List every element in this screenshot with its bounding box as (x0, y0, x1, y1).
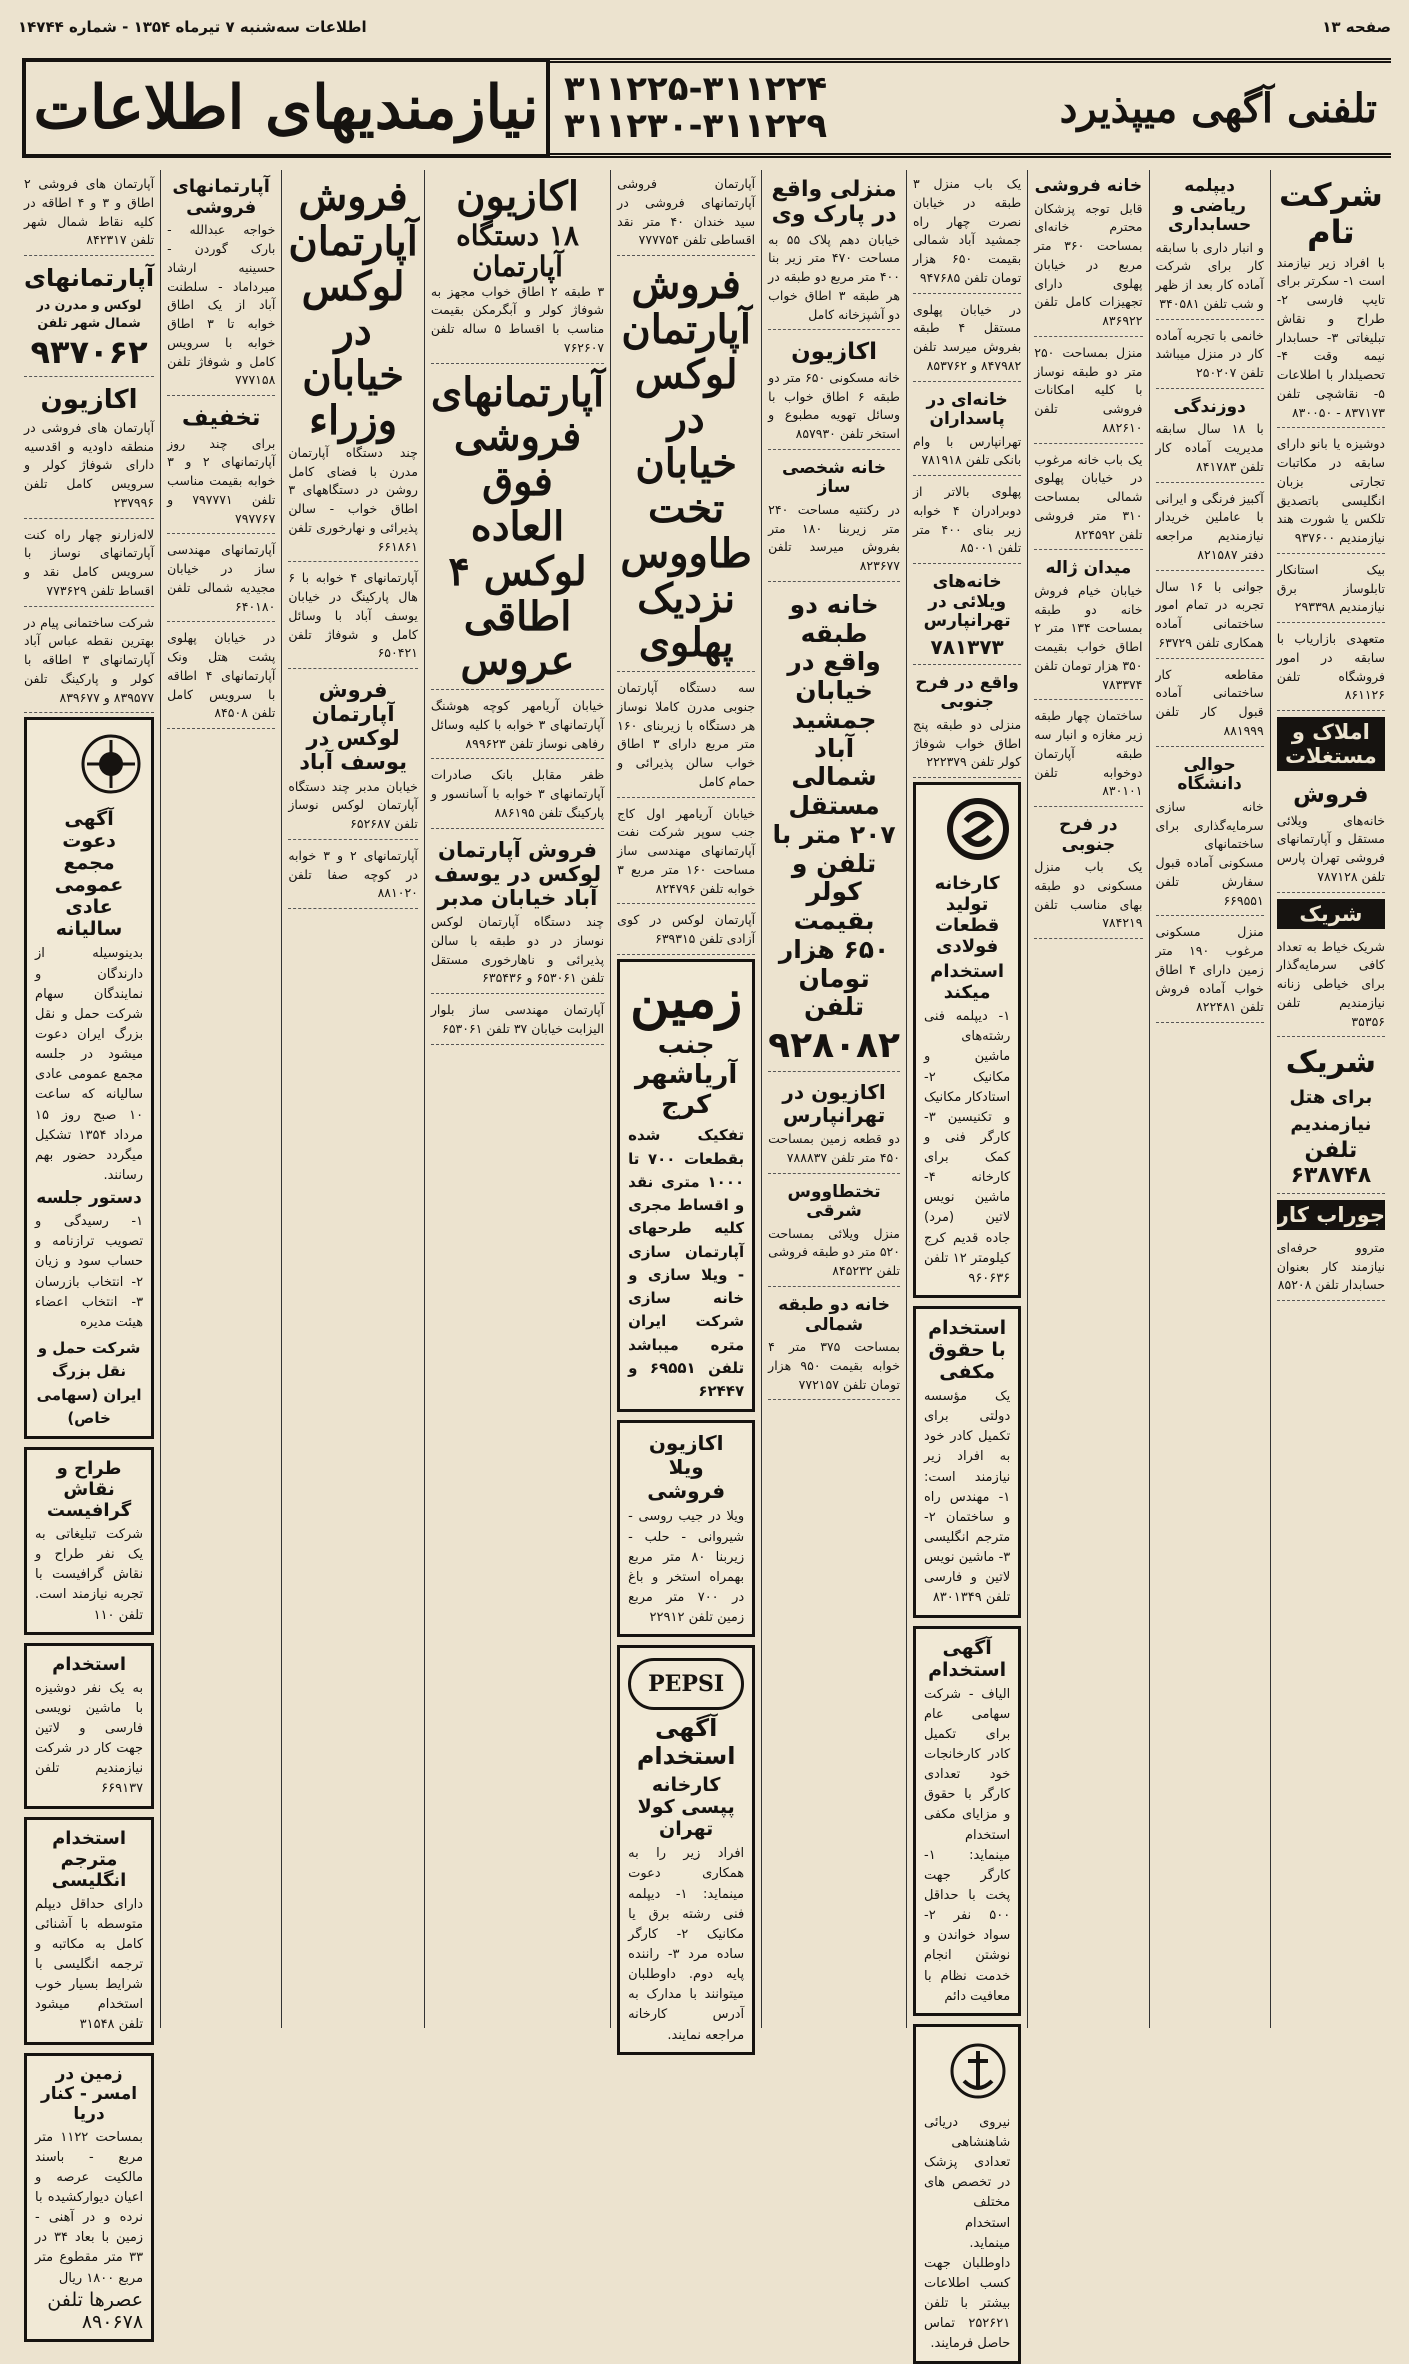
ad-item (1277, 627, 1385, 711)
ad-text: آپارتمانهای ۲ و ۳ خوابه در کوچه صفا تلفن ۸۸۱۰۲۰ (288, 847, 418, 901)
ad-text: شرکت ساختمانی پیام در بهترین نقطه عباس آباد آپارتمانهای ۳ اطاقه با کولر و پارکینگ تلفن ۸۳۹۵۷۷ و ۸۳۹۶۷۷ (24, 614, 155, 705)
ad-title: آگهی استخدام (928, 1636, 1007, 1681)
ad-text: با افراد زیر نیازمند است ۱- سکرتر برای تایپ فارسی ۲- طراح و نقاش تبلیغاتی ۳- حسابدار نیمه وقت ۴- تحصیلدار با اطلاعات ۵- نقاشچی تلفن ۸۳۷۱۷۳ - ۸۳۰۰۵۰ (1276, 254, 1385, 420)
ad-item (768, 334, 900, 449)
ad-text: چند دستگاه آپارتمان لوکس نوساز در دو طبقه با سالن پذیرائی و ناهارخوری مستقل تلفن ۶۵۳۰۶۱ و ۶۳۵۴۳۶ (430, 914, 605, 986)
alyaf-job-ad (913, 1626, 1021, 2016)
ad-item (1277, 432, 1385, 554)
ad-title: خانه فروشی (1034, 176, 1143, 196)
ad-item (24, 260, 154, 377)
ad-title: آپارتمانهای فروشی (172, 176, 270, 218)
ad-title: شرکت تام (1278, 176, 1383, 251)
ad-headline: اکازیون (456, 173, 579, 220)
ad-title: تختطاووس شرقی (787, 1181, 881, 1222)
ad-text: خانه سازی سرمایه‌گذاری برای ساختمانهای مسکونی آماده قبول سفارش تلفن ۶۶۹۵۵۱ (1155, 798, 1264, 908)
ad-text: به یک نفر دوشیزه با ماشین نویسی فارسی و لاتین جهت کار در شرکت نیازمندیم تلفن ۶۶۹۱۳۷ (35, 1680, 144, 1797)
masthead-title: نیازمندیهای اطلاعات (22, 58, 550, 158)
ad-text: شریک خیاط به تعداد کافی سرمایه‌گذار برای خیاطی زنانه نیازمندیم تلفن ۳۵۳۵۶ (1276, 938, 1385, 1029)
ad-text: تهرانپارس با وام بانکی تلفن ۷۸۱۹۱۸ (913, 433, 1022, 468)
ad-text: یک باب خانه مرغوب در خیابان پهلوی شمالی بمساحت ۳۱۰ متر فروشی تلفن ۸۲۴۵۹۲ (1034, 451, 1143, 542)
ad-item (768, 172, 900, 330)
ad-text: در رکنتیه مساحت ۲۴۰ متر زیربنا ۱۸۰ متر بفروش میرسد تلفن ۸۲۳۶۷۷ (768, 501, 900, 574)
ad-text: آکبیز فرنگی و ایرانی با عاملین خریدار نیازمندیم مراجعه دفتر ۸۲۱۵۸۷ (1155, 490, 1264, 562)
ad-item (1277, 172, 1385, 428)
ad-text: قابل توجه پزشکان محترم خانه‌ای بمساحت ۳۶۰ متر مربع در خیابان پهلوی دارای تجهیزات کامل تلفن ۸۳۶۹۲۲ (1034, 200, 1143, 329)
column-1 (1270, 170, 1391, 2028)
translator-job-ad (24, 1817, 154, 2045)
ad-phone: ۷۸۱۳۷۳ (930, 634, 1004, 659)
ad-text: لوکس و مدرن در شمال شهر تلفن (36, 296, 142, 331)
ad-text: ظفر مقابل بانک صادرات آپارتمانهای ۳ خوابه با آسانسور و پارکینگ تلفن ۸۸۶۱۹۵ (430, 767, 605, 820)
company-emblem-icon (79, 732, 143, 796)
ad-item (1034, 341, 1142, 444)
ad-item (913, 386, 1021, 477)
ad-text: یک باب منزل ۳ طبقه در خیابان نصرت چهار راه جمشید آباد شمالی بقیمت ۶۵۰ هزار تومان تلفن ۹۴۷۶۸۵ (913, 176, 1022, 285)
factory-logo-icon (946, 797, 1010, 861)
ad-text: در خیابان پهلوی پشت هتل ونک آپارتمانهای ۴ اطاقه با سرویس کامل تلفن ۸۴۵۰۸ (167, 630, 276, 721)
ad-item (24, 381, 154, 519)
ad-title: میدان ژاله (1045, 558, 1132, 579)
ad-item (24, 611, 154, 714)
ad-item (768, 454, 900, 582)
factory-job-ad (913, 782, 1021, 1298)
ad-item (617, 802, 755, 905)
ad-item (768, 1291, 900, 1400)
ad-text: دو قطعه زمین بمساحت ۴۵۰ متر تلفن ۷۸۸۸۳۷ (768, 1131, 900, 1165)
ad-text: ۱- رسیدگی و تصویب ترازنامه و حساب سود و زیان ۲- انتخاب بازرسان ۳- انتخاب اعضاء هیئت مدیره (35, 1214, 144, 1330)
ad-text: بمساحت ۱۱۲۲ متر مربع - باسند مالکیت عرصه و اعیان دیوارکشیده با نرده و در آهنی - زمین با بعاد ۳۴ در ۳۳ متر مقطوع متر مربع ۱۸۰۰ ریال (35, 2129, 144, 2286)
pepsi-job-ad (617, 1645, 755, 2054)
ad-item (1277, 777, 1385, 892)
ad-item (167, 172, 275, 396)
phone-banner (550, 58, 1391, 158)
ad-item (1156, 920, 1264, 1023)
ad-item (768, 586, 900, 1072)
section-heading: شریک (1277, 899, 1385, 929)
ad-item (1277, 558, 1385, 623)
ad-title: خانه‌های ویلائی در تهرانپارس (923, 572, 1011, 632)
ad-title: فروش آپارتمان لوکس در یوسف آباد خیابان مدبر (433, 837, 602, 910)
ad-title: واقع در فرح جنوبی (915, 672, 1019, 713)
ad-title: آپارتمانهای (24, 264, 155, 292)
ad-subtitle: جنب آریاشهر کرج (635, 1030, 738, 1121)
ad-item (1156, 487, 1264, 571)
ad-text: آپارتمانهای مهندسی ساز در خیابان مجیدیه شمالی تلفن ۶۴۰۱۸۰ (167, 542, 276, 614)
ad-item (1034, 172, 1142, 337)
column-9 (160, 170, 281, 2028)
ad-item (1034, 554, 1142, 700)
ad-phone: تلفن ۶۳۸۷۴۸ (1290, 1137, 1372, 1188)
designer-job-ad (24, 1447, 154, 1635)
phone-line-2: ۳۱۱۲۳۰-۳۱۱۲۲۹ (564, 106, 828, 146)
ad-text: متروو حرفه‌ای نیازمند کار بعنوان حسابدار تلفن ۸۵۲۰۸ (1276, 1239, 1385, 1293)
ad-text: ۳ طبقه ۲ اطاق خواب مجهز به شوفاژ کولر و آبگرمکن بقیمت مناسب با اقساط ۵ ساله تلفن ۷۶۲۶۰۷ (430, 283, 605, 355)
ad-text: آپارتمان های فروشی ۲ اطاق و ۳ و ۴ اطاقه در کلیه نقاط شمال شهر تلفن ۸۴۲۳۱۷ (24, 176, 155, 248)
ad-item (167, 400, 275, 534)
ad-title: حوالی دانشگاه (1177, 754, 1242, 795)
ad-title: خانه‌ای در پاسداران (926, 389, 1008, 430)
ad-item (288, 172, 418, 562)
ad-item (1277, 935, 1385, 1038)
ad-item (1034, 811, 1142, 939)
ad-text: منزل بمساحت ۲۵۰ متر دو طبقه نوساز با کلیه امکانات فروشی تلفن ۸۸۲۶۱۰ (1034, 344, 1143, 435)
ad-title: استخدام با حقوق مکفی (928, 1317, 1007, 1384)
ad-text: خانه مسکونی ۶۵۰ متر دو طبقه ۶ اطاق خواب با وسائل تهویه مطبوع و استخر تلفن ۸۵۷۹۳۰ (768, 369, 900, 442)
ad-item (431, 368, 604, 691)
ad-title: خانه دو طبقه شمالی (778, 1294, 891, 1335)
ad-headline: آپارتمانهای فروشی فوق العاده لوکس ۴ اطاقی عروس (430, 368, 605, 685)
ad-text: مقاطعه کار ساختمانی آماده قبول کار تلفن ۸۸۱۹۹۹ (1155, 666, 1264, 738)
typist-job-ad (24, 1643, 154, 1809)
ad-text: پهلوی بالاتر از دوبرادران ۴ خوابه زیر بنای ۴۰۰ متر تلفن ۸۵۰۰۱ (913, 484, 1022, 556)
ad-title: اکازیون (791, 339, 877, 366)
ad-item (1277, 1041, 1385, 1194)
ad-title: استخدام مترجم انگلیسی (51, 1827, 127, 1891)
ad-item (1156, 751, 1264, 917)
ad-phone: ۹۳۷۰۶۲ (30, 333, 148, 372)
ad-item (617, 172, 755, 256)
ad-text: تفکیک شده بقطعات ۷۰۰ تا ۱۰۰۰ متری نقد و اقساط مجری کلیه طرحهای آپارتمان سازی - ویلا سازی و خانه سازی شرکت ایران متره میباشد تلفن ۶۹۵۵۱ و ۶۲۴۴۷ (628, 1126, 745, 1401)
ad-item (288, 844, 418, 909)
ad-text: آپارتمان لوکس در کوی آزادی تلفن ۶۳۹۳۱۵ (617, 912, 756, 947)
phone-line-1: ۳۱۱۲۲۵-۳۱۱۲۲۴ (564, 68, 828, 109)
column-2 (1149, 170, 1270, 2028)
navy-emblem-icon (946, 2039, 1010, 2103)
ad-item (617, 908, 755, 955)
ad-text: خیابان آریامهر اول کاج جنب سوپر شرکت نفت آپارتمانهای مهندسی ساز مساحت ۱۶۰ متر مربع ۳ خوابه تلفن ۸۲۴۷۹۶ (617, 805, 756, 896)
shareholders-notice (24, 717, 154, 1439)
ad-text: دوشیزه یا بانو دارای سابقه در مکاتبات تجارتی بزبان انگلیسی باتصدیق تلکس یا شورت هند نیازمندیم ۹۳۷۶۰۰ (1276, 436, 1385, 546)
ad-phone: ۹۲۸۰۸۲ (768, 1025, 900, 1067)
ad-item (167, 538, 275, 622)
ad-item (1156, 663, 1264, 747)
villa-ad (617, 1420, 755, 1637)
ad-text: برای چند روز آپارتمانهای ۲ و ۳ خوابه بقیمت مناسب تلفن ۷۹۷۷۷۱ و ۷۹۷۷۶۷ (167, 435, 276, 526)
ad-title: آگهی استخدام (636, 1714, 736, 1771)
ad-phone: عصرها تلفن ۸۹۰۶۷۸ (47, 2288, 144, 2333)
column-5 (761, 170, 906, 2028)
ad-title: کارخانه تولید قطعات فولادی (934, 873, 1000, 958)
ad-text: چند دستگاه آپارتمان مدرن با فضای کامل روشن در دستگاههای ۳ اطاق خواب - سالن پذیرائی و نهارخوری تلفن ۶۶۱۸۶۱ (288, 444, 418, 554)
seaside-land-ad (24, 2053, 154, 2342)
ad-item (1156, 172, 1264, 320)
ad-text: منزلی دو طبقه پنج اطاق خواب شوفاژ کولر تلفن ۲۲۲۳۷۹ (913, 716, 1022, 770)
ad-text: خیابان خیام فروش خانه دو طبقه بمساحت ۱۳۴ متر ۲ اطاق خواب بقیمت ۳۵۰ هزار تومان تلفن ۷۸۳۳۷۴ (1034, 582, 1143, 692)
ad-item (913, 669, 1021, 778)
ad-subtitle: کارخانه پپسی کولا تهران (637, 1774, 735, 1841)
column-8 (281, 170, 424, 2028)
ad-item (288, 566, 418, 669)
navy-job-ad (913, 2024, 1021, 2364)
land-ad (617, 959, 755, 1412)
ad-item (913, 172, 1021, 294)
ad-title: طراح و نقاش گرافیست (46, 1458, 132, 1522)
ad-text: برای هتل نیازمندیم (1289, 1086, 1373, 1135)
ad-text: نیروی دریائی شاهنشاهی تعدادی پزشک در تخصص های مختلف استخدام مینماید. داوطلبان جهت کسب اطلاعات بیشتر با تلفن ۲۵۲۶۲۱ تماس حاصل فرمایند. (924, 2114, 1011, 2352)
ad-title: تخفیف (181, 405, 261, 432)
ad-text: آپارتمان های فروشی در منطقه داودیه و اقدسیه دارای شوفاژ کولر و سرویس کامل تلفن ۲۳۷۹۹۶ (24, 419, 155, 510)
section-heading: املاک و مستغلات (1277, 717, 1385, 771)
ad-title: آگهی دعوت مجمع عمومی عادی سالیانه (54, 808, 124, 941)
ad-title: در فرح جنوبی (1059, 815, 1118, 855)
ad-headline: فروش آپارتمان لوکس در خیابان تخت طاووس نزدیک پهلوی (620, 261, 752, 667)
ad-item (431, 998, 604, 1045)
ad-text: و انبار داری با سابقه کار برای شرکت آماده کار بعد از ظهر و شب تلفن ۳۴۰۵۸۱ (1155, 239, 1264, 311)
column-10 (18, 170, 160, 2333)
ad-item (768, 1178, 900, 1287)
ad-item (913, 568, 1021, 665)
ad-subtitle: استخدام میکند (930, 961, 1005, 1004)
ad-signature: شرکت حمل و نقل بزرگ ایران (سهامی خاص) (36, 1339, 142, 1427)
ad-title: شریک (1285, 1045, 1376, 1081)
ad-title: زمین در امسر - کنار دریا (40, 2063, 138, 2124)
ad-text: با ۱۸ سال سابقه مدیریت آماده کار تلفن ۸۴۱۷۸۳ (1155, 421, 1264, 474)
ad-item (431, 172, 604, 364)
ad-item (913, 480, 1021, 564)
ad-text: ویلا در جیب روسی - شیرو‌انی - حلب - زیربنا ۸۰ متر مربع بهمراه استخر و باغ در ۷۰۰ متر مربع زمین تلفن ۲۲۹۱۲ (628, 1509, 745, 1626)
dateline: اطلاعات سه‌شنبه ۷ تیرماه ۱۳۵۴ - شماره ۱۴۷۴۴ (18, 18, 367, 36)
ad-item (1277, 1236, 1385, 1301)
phone-label: تلفنی آگهی میپذیرد (1059, 84, 1377, 132)
phone-numbers (564, 68, 828, 146)
ad-text: خیابان مدبر چند دستگاه آپارتمان لوکس نوساز تلفن ۶۵۲۶۸۷ (288, 778, 418, 832)
ad-text: خانه‌های ویلائی مستقل و آپارتمانهای فروشی تهران پارس تلفن ۷۸۷۱۲۸ (1276, 812, 1385, 884)
ad-title: اکازیون ویلا فروشی (647, 1431, 726, 1504)
ad-item (24, 172, 154, 256)
ad-text: منزل ویلائی بمساحت ۵۲۰ متر دو طبقه فروشی تلفن ۸۴۵۲۳۲ (768, 1225, 900, 1279)
ad-text: آپارتمان فروشی آپارتمانهای فروشی در سید خندان ۴۰ متر نقد اقساطی تلفن ۷۷۷۷۵۴ (617, 176, 756, 248)
ad-title: فروش آپارتمان لوکس در یوسف آباد (299, 678, 407, 775)
ad-item (1034, 448, 1142, 551)
ad-item (1156, 324, 1264, 389)
ad-text: آپارتمان مهندسی ساز بلوار الیزابت خیابان ۳۷ تلفن ۶۵۳۰۶۱ (430, 1002, 605, 1036)
masthead-banner (22, 58, 1391, 158)
ad-text: ساختمان چهار طبقه زیر مغازه و انبار سه طبقه آپارتمان دوخوابه تلفن ۸۳۰۱۰۱ (1034, 708, 1143, 799)
ad-text: متعهدی بازاریاب با سابقه در امور فروشگاه تلفن ۸۶۱۱۲۶ (1276, 631, 1385, 703)
ad-text: افراد زیر را به همکاری دعوت مینماید: ۱- دیپلمه فنی رشته برق یا مکانیک ۲- کارگر ساده مرد ۳- راننده پایه دوم. داوطلبان میتوانند با مدارک به آدرس کارخانه مراجعه نمایند. (628, 1846, 745, 2043)
ad-text: لاله‌زارنو چهار راه کنت آپارتمانهای نوساز با سرویس کامل نقد و اقساط تلفن ۷۷۳۶۲۹ (24, 526, 155, 598)
agenda-title: دستور جلسه (36, 1188, 142, 1209)
ad-title: اکازیون در تهرانپارس (782, 1080, 886, 1128)
ad-text: آپارتمانهای ۴ خوابه با ۶ هال پارکینگ در خیابان یوسف آباد با وسائل کامل و شوفاژ تلفن ۶۵۰۴۲۱ (288, 570, 418, 661)
ad-text: خانمی با تجربه آماده کار در منزل میباشد تلفن ۲۵۰۲۰۷ (1155, 327, 1264, 381)
ad-item (768, 1076, 900, 1174)
ad-text: ۱- دیپلمه فنی رشته‌های ماشین و مکانیک ۲- استادکار مکانیک و تکنیسین ۳- کارگر فنی و کمک برای کارخانه ۴- ماشین نویس لاتین (مرد) جاده قدیم کرج کیلومتر ۱۲ تلفن ۹۶۰۶۳۶ (924, 1009, 1011, 1286)
ad-text: دارای حداقل دیپلم متوسطه با آشنائی کامل به مکاتبه و ترجمه انگلیسی با شرایط بسیار خوب استخدام میشود تلفن ۳۱۵۴۸ (35, 1896, 144, 2033)
ad-text: یک باب منزل مسکونی دو طبقه بهای مناسب تلفن ۷۸۴۲۱۹ (1034, 859, 1143, 931)
ad-text: در خیابان پهلوی مستقل ۴ طبقه بفروش میرسد تلفن ۸۴۷۹۸۲ و ۸۵۳۷۶۲ (913, 301, 1022, 373)
column-3 (1027, 170, 1148, 2028)
ad-title: منزلی واقع در پارک وی (771, 177, 897, 228)
page-header-line (18, 12, 1391, 42)
gov-job-ad (913, 1306, 1021, 1618)
ad-text: جوانی با ۱۶ سال تجربه در تمام امور ساختمانی آماده همکاری تلفن ۶۳۷۲۹ (1155, 578, 1264, 650)
ad-item (288, 673, 418, 840)
column-7 (424, 170, 610, 2028)
ad-title: اکازیون (40, 385, 138, 416)
ad-headline: زمین (629, 965, 743, 1030)
ad-item (431, 763, 604, 828)
ad-title: دوزندگی (1173, 396, 1246, 417)
ad-text: منزل مسکونی مرغوب ۱۹۰ متر زمین دارای ۴ اطاق خواب آماده فروش تلفن ۸۲۲۴۸۱ (1155, 924, 1264, 1015)
ad-text: خیابان دهم پلاک ۵۵ به مساحت ۴۷۰ متر زیر بنا ۴۰۰ متر مربع دو طبقه در هر طبقه ۳ اطاق خواب دو آشپزخانه کامل (768, 231, 900, 322)
ad-item (167, 626, 275, 729)
ad-item (431, 694, 604, 759)
ad-headline: فروش آپارتمان لوکس در خیابان وزراء (288, 173, 418, 444)
section-heading: جوراب کار (1277, 1200, 1385, 1230)
ad-item (1034, 704, 1142, 807)
ad-text: سه دستگاه آپارتمان جنوبی مدرن کاملا نوساز هر دستگاه با زیربنای ۱۶۰ متر مربع دارای ۳ اطاق خواب سالن پذیرائی و حمام کامل (617, 680, 756, 789)
page-number: صفحه ۱۳ (1322, 18, 1391, 36)
ad-item (913, 298, 1021, 382)
ad-title: خانه شخصی ساز (781, 457, 887, 498)
column-4 (906, 170, 1027, 2352)
pepsi-logo-icon: PEPSI (628, 1658, 744, 1710)
ad-item (617, 260, 755, 672)
ad-subheadline: ۱۸ دستگاه آپارتمان (456, 218, 579, 284)
ad-text: بمساحت ۳۷۵ متر ۴ خوابه بقیمت ۹۵۰ هزار تومان تلفن ۷۷۲۱۵۷ (768, 1339, 901, 1392)
ad-text: شرکت تبلیغاتی به یک نفر طراح و نقاش گرافیست با تجربه نیازمند است. تلفن ۱۱۰ (35, 1527, 144, 1623)
ad-text: بیک استانکار تابلوساز برق نیازمندیم ۲۹۳۳۹۸ (1276, 561, 1385, 615)
ad-item (617, 676, 755, 798)
ad-item (1156, 393, 1264, 483)
ad-text: یک مؤسسه دولتی برای تکمیل کادر خود به افراد زیر نیازمند است: ۱- مهندس راه و ساختمان ۲- مترجم انگلیسی ۳- ماشین نویس لاتین و فارسی تلفن ۸۳۰۱۳۴۹ (924, 1389, 1011, 1606)
column-6 (610, 170, 761, 2043)
ad-text: خواجه عبدالله - بارک گوردن - حسینیه ارشاد میرداماد - سلطنت آباد از یک اطاق خوابه تا ۳ اطاق خوابه با سرویس کامل و شوفاژ تلفن ۷۷۷۱۵۸ (167, 222, 276, 388)
ad-item (24, 523, 154, 607)
ad-title: خانه دو طبقه واقع در خیابان جمشید آباد شمالی مستقل ۲۰۷ متر با تلفن و کولر بقیمت ۶۵۰ هزار تومان تلفن (772, 589, 896, 1022)
ad-title: دیپلمه ریاضی و حسابداری (1167, 176, 1252, 236)
ad-text: الیاف - شرکت سهامی عام برای تکمیل کادر کارخانجات خود تعدادی کارگر با حقوق و مزایای مکفی استخدام مینماید: ۱- کارگر جهت پخت با حداقل ۵۰۰ نفر ۲- سواد خواندن و نوشتن انجام خدمت نظام با معافیت دائم (924, 1686, 1011, 2004)
ad-text: بدینوسیله از دارندگان و نمایندگان سهام شرکت حمل و نقل بزرگ ایران دعوت میشود در جلسه مجمع عمومی عادی سالیانه که ساعت ۱۰ صبح روز ۱۵ مرداد ۱۳۵۴ تشکیل میگردد حضور بهم رسانند. (35, 946, 144, 1184)
ad-title: فروش (1293, 782, 1369, 809)
ad-title: استخدام (52, 1653, 127, 1675)
ad-item (431, 833, 604, 994)
ad-columns (18, 170, 1391, 2352)
ad-item (1156, 575, 1264, 659)
ad-text: خیابان آریامهر کوچه هوشنگ آپارتمانهای ۳ خوابه با کلیه وسائل رفاهی نوساز تلفن ۸۹۹۶۲۳ (430, 698, 605, 751)
